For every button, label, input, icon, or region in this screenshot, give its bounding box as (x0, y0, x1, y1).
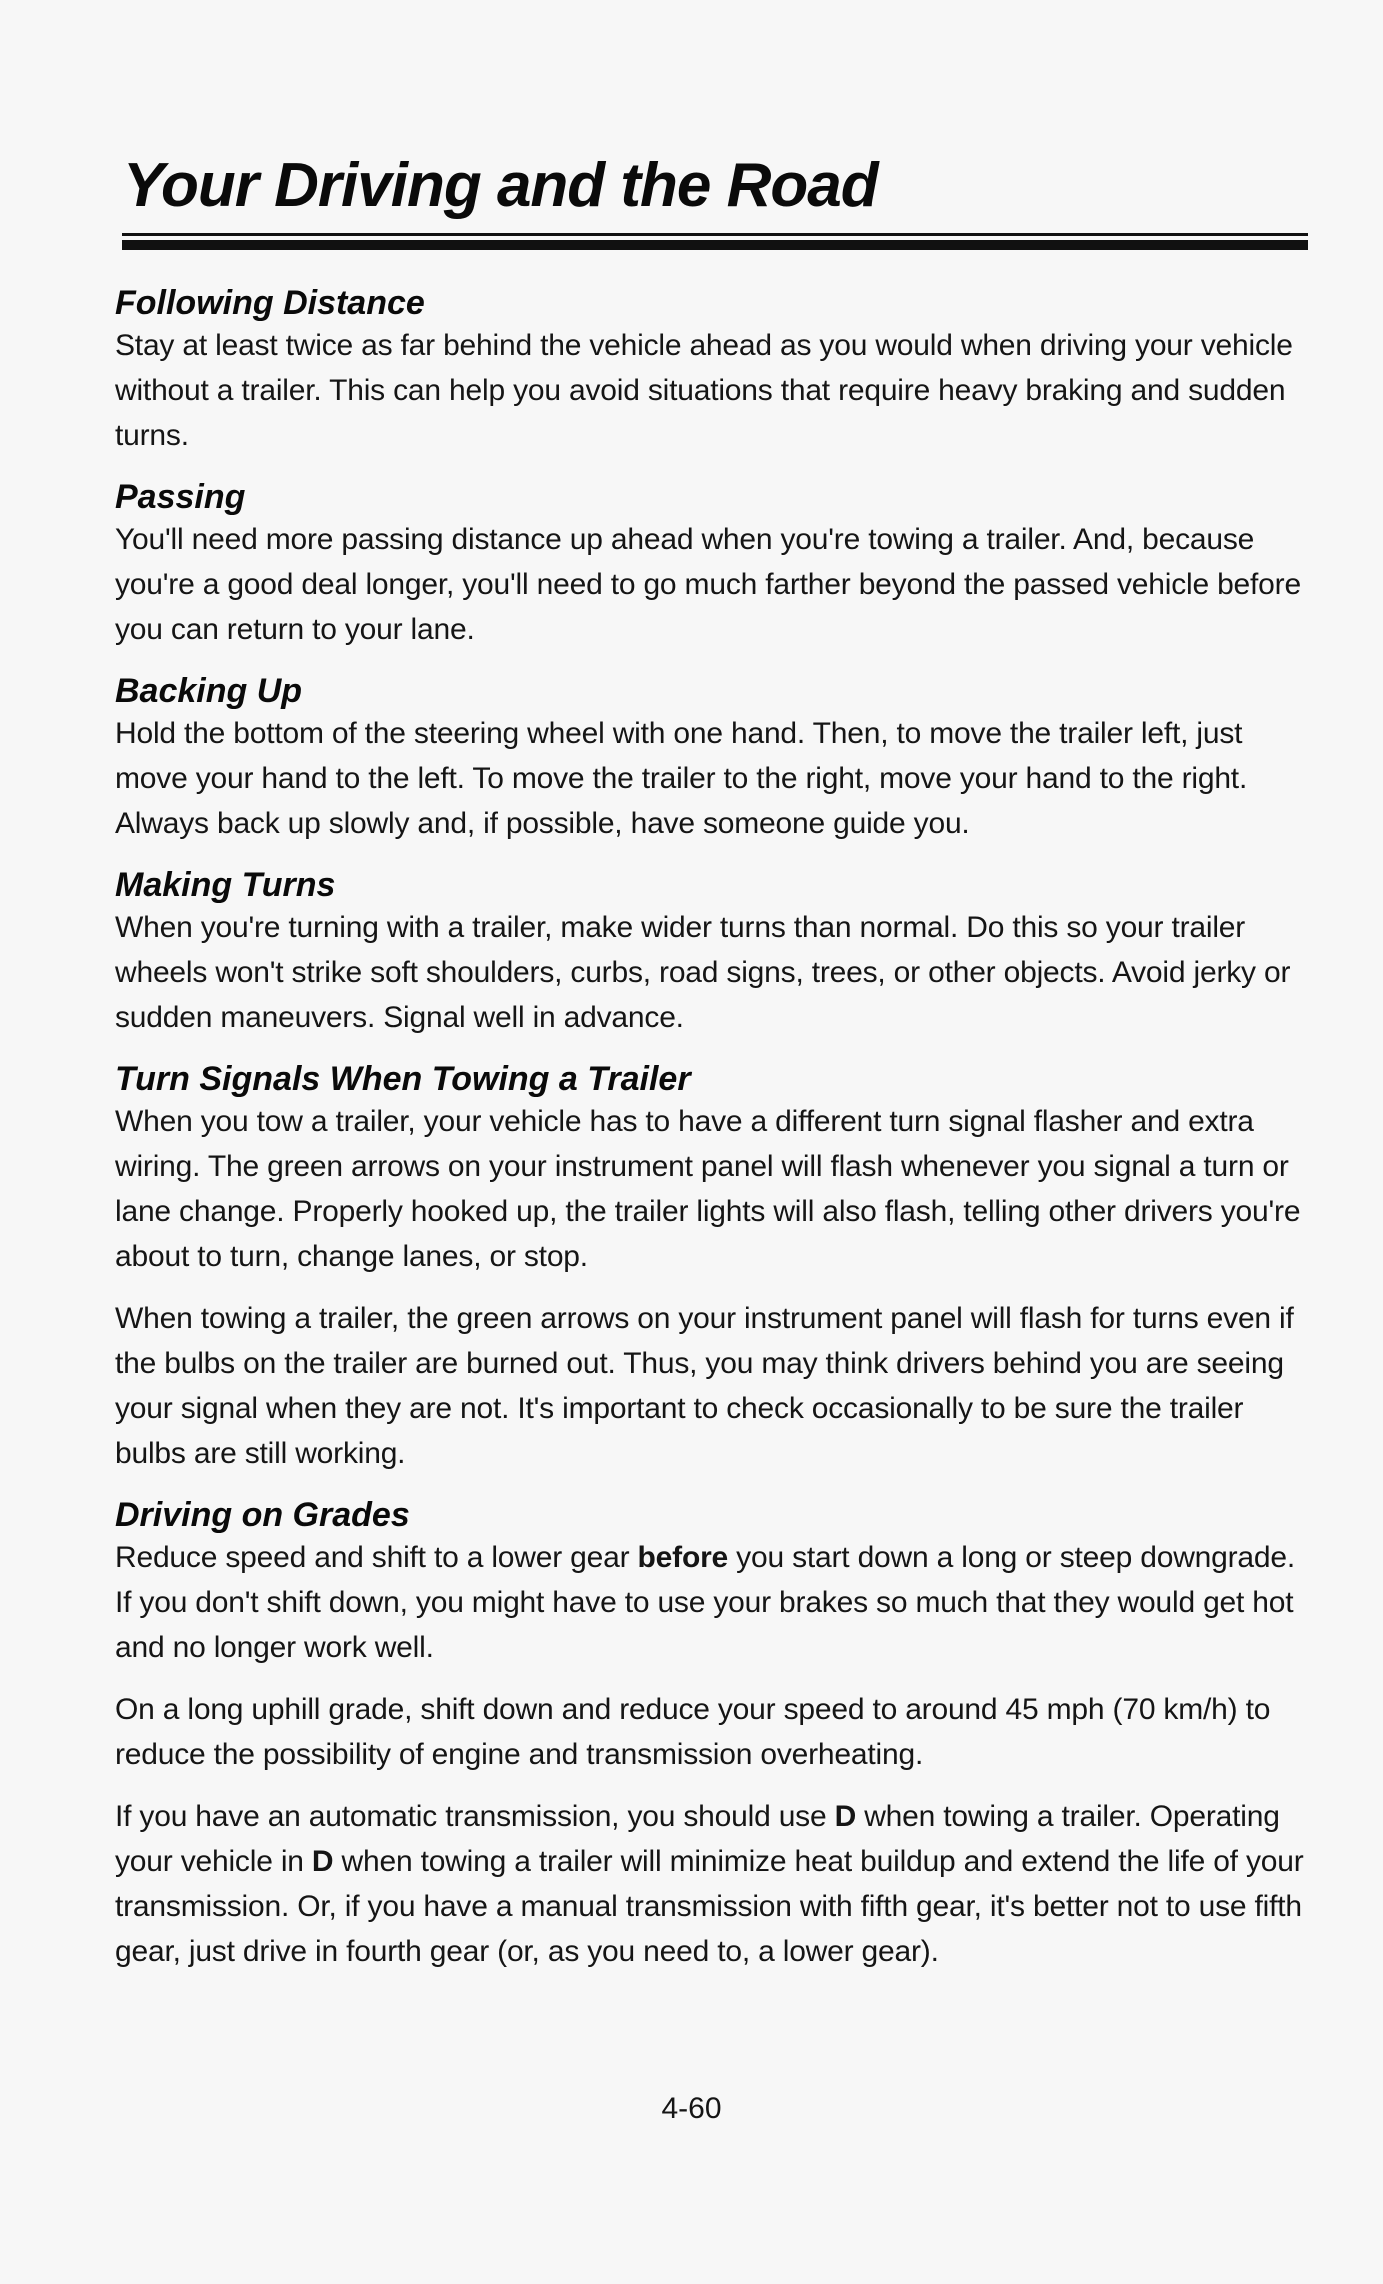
body-paragraph (115, 905, 1310, 1040)
text-run: When you're turning with a trailer, make wider turns than normal. Do this so your trailer wheels won't strike soft shoulders, curbs, road signs, trees, or other objects. Avoid jerky or sudden maneuvers. Signal well in advance. (115, 911, 1291, 1034)
section-heading: Making Turns (115, 866, 336, 904)
bold-term: D (834, 1800, 857, 1833)
text-run: You'll need more passing distance up ahead when you're towing a trailer. And, because you're a good deal longer, you'll need to go much farther beyond the passed vehicle before you can return to your lane. (115, 523, 1301, 646)
title-rule-thick (122, 240, 1308, 250)
body-paragraph (115, 1099, 1310, 1279)
section-driving-on-grades (115, 1495, 1310, 1974)
body-paragraph (115, 1535, 1310, 1670)
text-run: when towing a trailer. Operating your vehicle in (115, 1800, 1280, 1878)
section-heading: Turn Signals When Towing a Trailer (115, 1060, 691, 1098)
section-heading: Passing (115, 478, 246, 516)
section-making-turns (115, 865, 1310, 1040)
text-run: On a long uphill grade, shift down and reduce your speed to around 45 mph (70 km/h) to reduce the possibility of engine and transmission overheating. (115, 1693, 1271, 1771)
body-paragraph (115, 517, 1310, 652)
text-run: When towing a trailer, the green arrows on your instrument panel will flash for turns even if the bulbs on the trailer are burned out. Thus, you may think drivers behind you are seeing your signal when they are not. It's important to check occasionally to be sure the trailer bulbs are still working. (115, 1302, 1294, 1470)
text-run: If you have an automatic transmission, you should use (115, 1800, 835, 1833)
text-run: Stay at least twice as far behind the vehicle ahead as you would when driving your vehicle without a trailer. This can help you avoid situations that require heavy braking and sudden turns. (115, 329, 1293, 452)
text-run: you start down a long or steep downgrade. If you don't shift down, you might have to use your brakes so much that they would get hot and no longer work well. (115, 1541, 1296, 1664)
page-number: 4-60 (661, 2092, 722, 2125)
body-paragraph (115, 1687, 1310, 1777)
title-rule-thin (122, 233, 1308, 236)
text-run: When you tow a trailer, your vehicle has to have a different turn signal flasher and extra wiring. The green arrows on your instrument panel will flash whenever you signal a turn or lane change. Properly hooked up, the trailer lights will also flash, telling other drivers you're about to turn, change lanes, or stop. (115, 1105, 1301, 1273)
section-following-distance (115, 283, 1310, 458)
section-heading: Driving on Grades (115, 1496, 410, 1534)
page-content (115, 283, 1310, 1993)
section-heading: Backing Up (115, 672, 303, 710)
bold-term: D (311, 1845, 334, 1878)
body-paragraph (115, 1296, 1310, 1476)
body-paragraph (115, 711, 1310, 846)
chapter-title: Your Driving and the Road (123, 151, 878, 220)
section-passing (115, 477, 1310, 652)
text-run: Reduce speed and shift to a lower gear (115, 1541, 638, 1574)
text-run: when towing a trailer will minimize heat buildup and extend the life of your transmission. Or, if you have a manual transmission with fifth gear, it's better not to use fifth gear, just drive in fourth gear (or, as you need to, a lower gear). (115, 1845, 1304, 1968)
body-paragraph (115, 323, 1310, 458)
bold-term: before (637, 1541, 729, 1574)
text-run: Hold the bottom of the steering wheel with one hand. Then, to move the trailer left, just move your hand to the left. To move the trailer to the right, move your hand to the right. Always back up slowly and, if possible, have someone guide you. (115, 717, 1248, 840)
section-heading: Following Distance (115, 284, 425, 322)
section-turn-signals-when-towing-a-trailer (115, 1059, 1310, 1476)
body-paragraph (115, 1794, 1310, 1974)
section-backing-up (115, 671, 1310, 846)
